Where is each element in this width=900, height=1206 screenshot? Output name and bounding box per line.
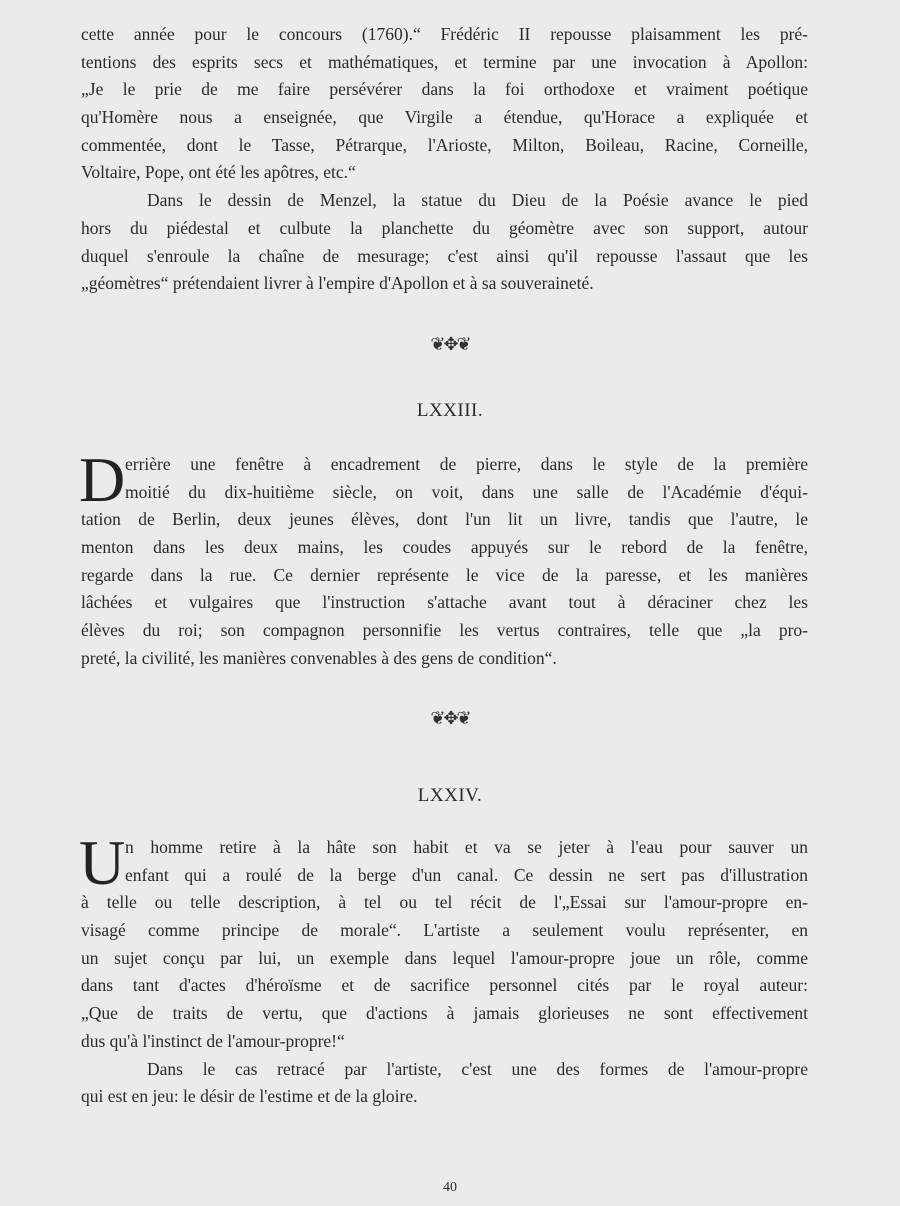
text-line: Dans le dessin de Menzel, la statue du Dieu de la Poésie avance le pied	[147, 190, 808, 211]
paragraph-intro	[81, 21, 808, 298]
text-line: errière une fenêtre à encadrement de pierre, dans le style de la première	[125, 454, 808, 474]
text-line: Voltaire, Pope, ont été les apôtres, etc.“	[81, 162, 356, 183]
paragraph-lxxiv	[79, 827, 808, 1111]
text-line: „Que de traits de vertu, que d'actions à jamais glorieuses ne sont effectivement	[81, 1003, 808, 1024]
drop-cap: U	[79, 827, 126, 898]
ornament-divider: ❦✥❦	[430, 334, 470, 354]
drop-cap: D	[79, 444, 126, 515]
text-line: „géomètres“ prétendaient livrer à l'empire d'Apollon et à sa souveraineté.	[81, 273, 594, 294]
text-line: menton dans les deux mains, les coudes appuyés sur le rebord de la fenêtre,	[81, 537, 808, 558]
text-line: qui est en jeu: le désir de l'estime et de la gloire.	[81, 1086, 418, 1107]
text-line: commentée, dont le Tasse, Pétrarque, l'Arioste, Milton, Boileau, Racine, Corneille,	[81, 134, 808, 155]
text-line: preté, la civilité, les manières convenables à des gens de condition“.	[81, 647, 557, 668]
text-line: cette année pour le concours (1760).“ Frédéric II repousse plaisamment les pré-	[81, 24, 808, 44]
text-line: un sujet conçu par lui, un exemple dans lequel l'amour-propre joue un rôle, comme	[81, 947, 808, 968]
text-line: hors du piédestal et culbute la planchette du géomètre avec son support, autour	[81, 217, 808, 238]
ornament-divider: ❦✥❦	[430, 708, 470, 728]
text-line: lâchées et vulgaires que l'instruction s'attache avant tout à déraciner chez les	[81, 592, 808, 613]
text-line: Dans le cas retracé par l'artiste, c'est une des formes de l'amour-propre	[147, 1058, 808, 1079]
paragraph-lxxiii	[79, 444, 808, 673]
section-heading: LXXIV.	[417, 785, 483, 806]
text-line: dus qu'à l'instinct de l'amour-propre!“	[81, 1030, 345, 1051]
text-line: tation de Berlin, deux jeunes élèves, dont l'un lit un livre, tandis que l'autre, le	[81, 509, 808, 530]
section-heading: LXXIII.	[416, 400, 484, 421]
text-line: à telle ou telle description, à tel ou tel récit de l'„Essai sur l'amour-propre en-	[81, 892, 808, 913]
text-line: duquel s'enroule la chaîne de mesurage; c'est ainsi qu'il repousse l'assaut que les	[81, 245, 808, 266]
page-number: 40	[443, 1180, 457, 1195]
text-line: „Je le prie de me faire persévérer dans la foi orthodoxe et vraiment poétique	[81, 79, 808, 100]
text-line: regarde dans la rue. Ce dernier représente le vice de la paresse, et les manières	[81, 564, 808, 585]
text-line: n homme retire à la hâte son habit et va se jeter à l'eau pour sauver un	[125, 837, 808, 857]
text-line: élèves du roi; son compagnon personnifie les vertus contraires, telle que „la pro-	[81, 620, 808, 641]
text-line: visagé comme principe de morale“. L'artiste a seulement voulu représenter, en	[81, 920, 808, 941]
text-line: moitié du dix-huitième siècle, on voit, dans une salle de l'Académie d'équi-	[125, 481, 808, 502]
text-line: tentions des esprits secs et mathématiques, et termine par une invocation à Apollon:	[81, 51, 808, 72]
text-line: qu'Homère nous a enseignée, que Virgile a étendue, qu'Horace a expliquée et	[81, 107, 808, 128]
text-line: enfant qui a roulé de la berge d'un canal. Ce dessin ne sert pas d'illustration	[125, 864, 808, 885]
text-line: dans tant d'actes d'héroïsme et de sacrifice personnel cités par le royal auteur:	[81, 975, 808, 996]
